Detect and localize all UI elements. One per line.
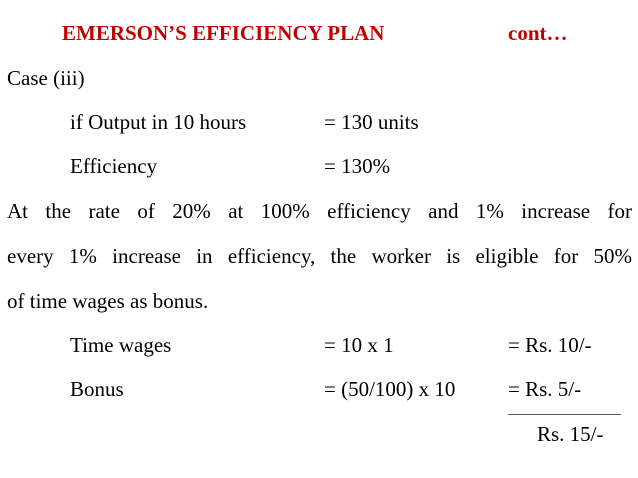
time-wages-formula: = 10 x 1 (324, 333, 394, 357)
given-output-value: = 130 units (324, 110, 419, 134)
time-wages-result: = Rs. 10/- (508, 333, 592, 357)
slide-title: EMERSON’S EFFICIENCY PLAN (62, 21, 385, 45)
bonus-result: = Rs. 5/- (508, 377, 582, 401)
slide-title-continued: cont… (508, 21, 568, 45)
total-amount: Rs. 15/- (537, 422, 604, 446)
bonus-formula: = (50/100) x 10 (324, 377, 456, 401)
given-output-label: if Output in 10 hours (70, 110, 247, 134)
time-wages-label: Time wages (70, 333, 172, 357)
total-divider (508, 414, 621, 415)
bonus-label: Bonus (70, 377, 124, 401)
given-efficiency-label: Efficiency (70, 154, 158, 178)
given-efficiency-value: = 130% (324, 154, 391, 178)
paragraph-line-3: of time wages as bonus. (7, 289, 209, 313)
case-label: Case (iii) (7, 66, 85, 90)
paragraph-line-1: At the rate of 20% at 100% efficiency and 1% increase for (7, 199, 632, 223)
paragraph-line-2: every 1% increase in efficiency, the worker is eligible for 50% (7, 244, 632, 268)
